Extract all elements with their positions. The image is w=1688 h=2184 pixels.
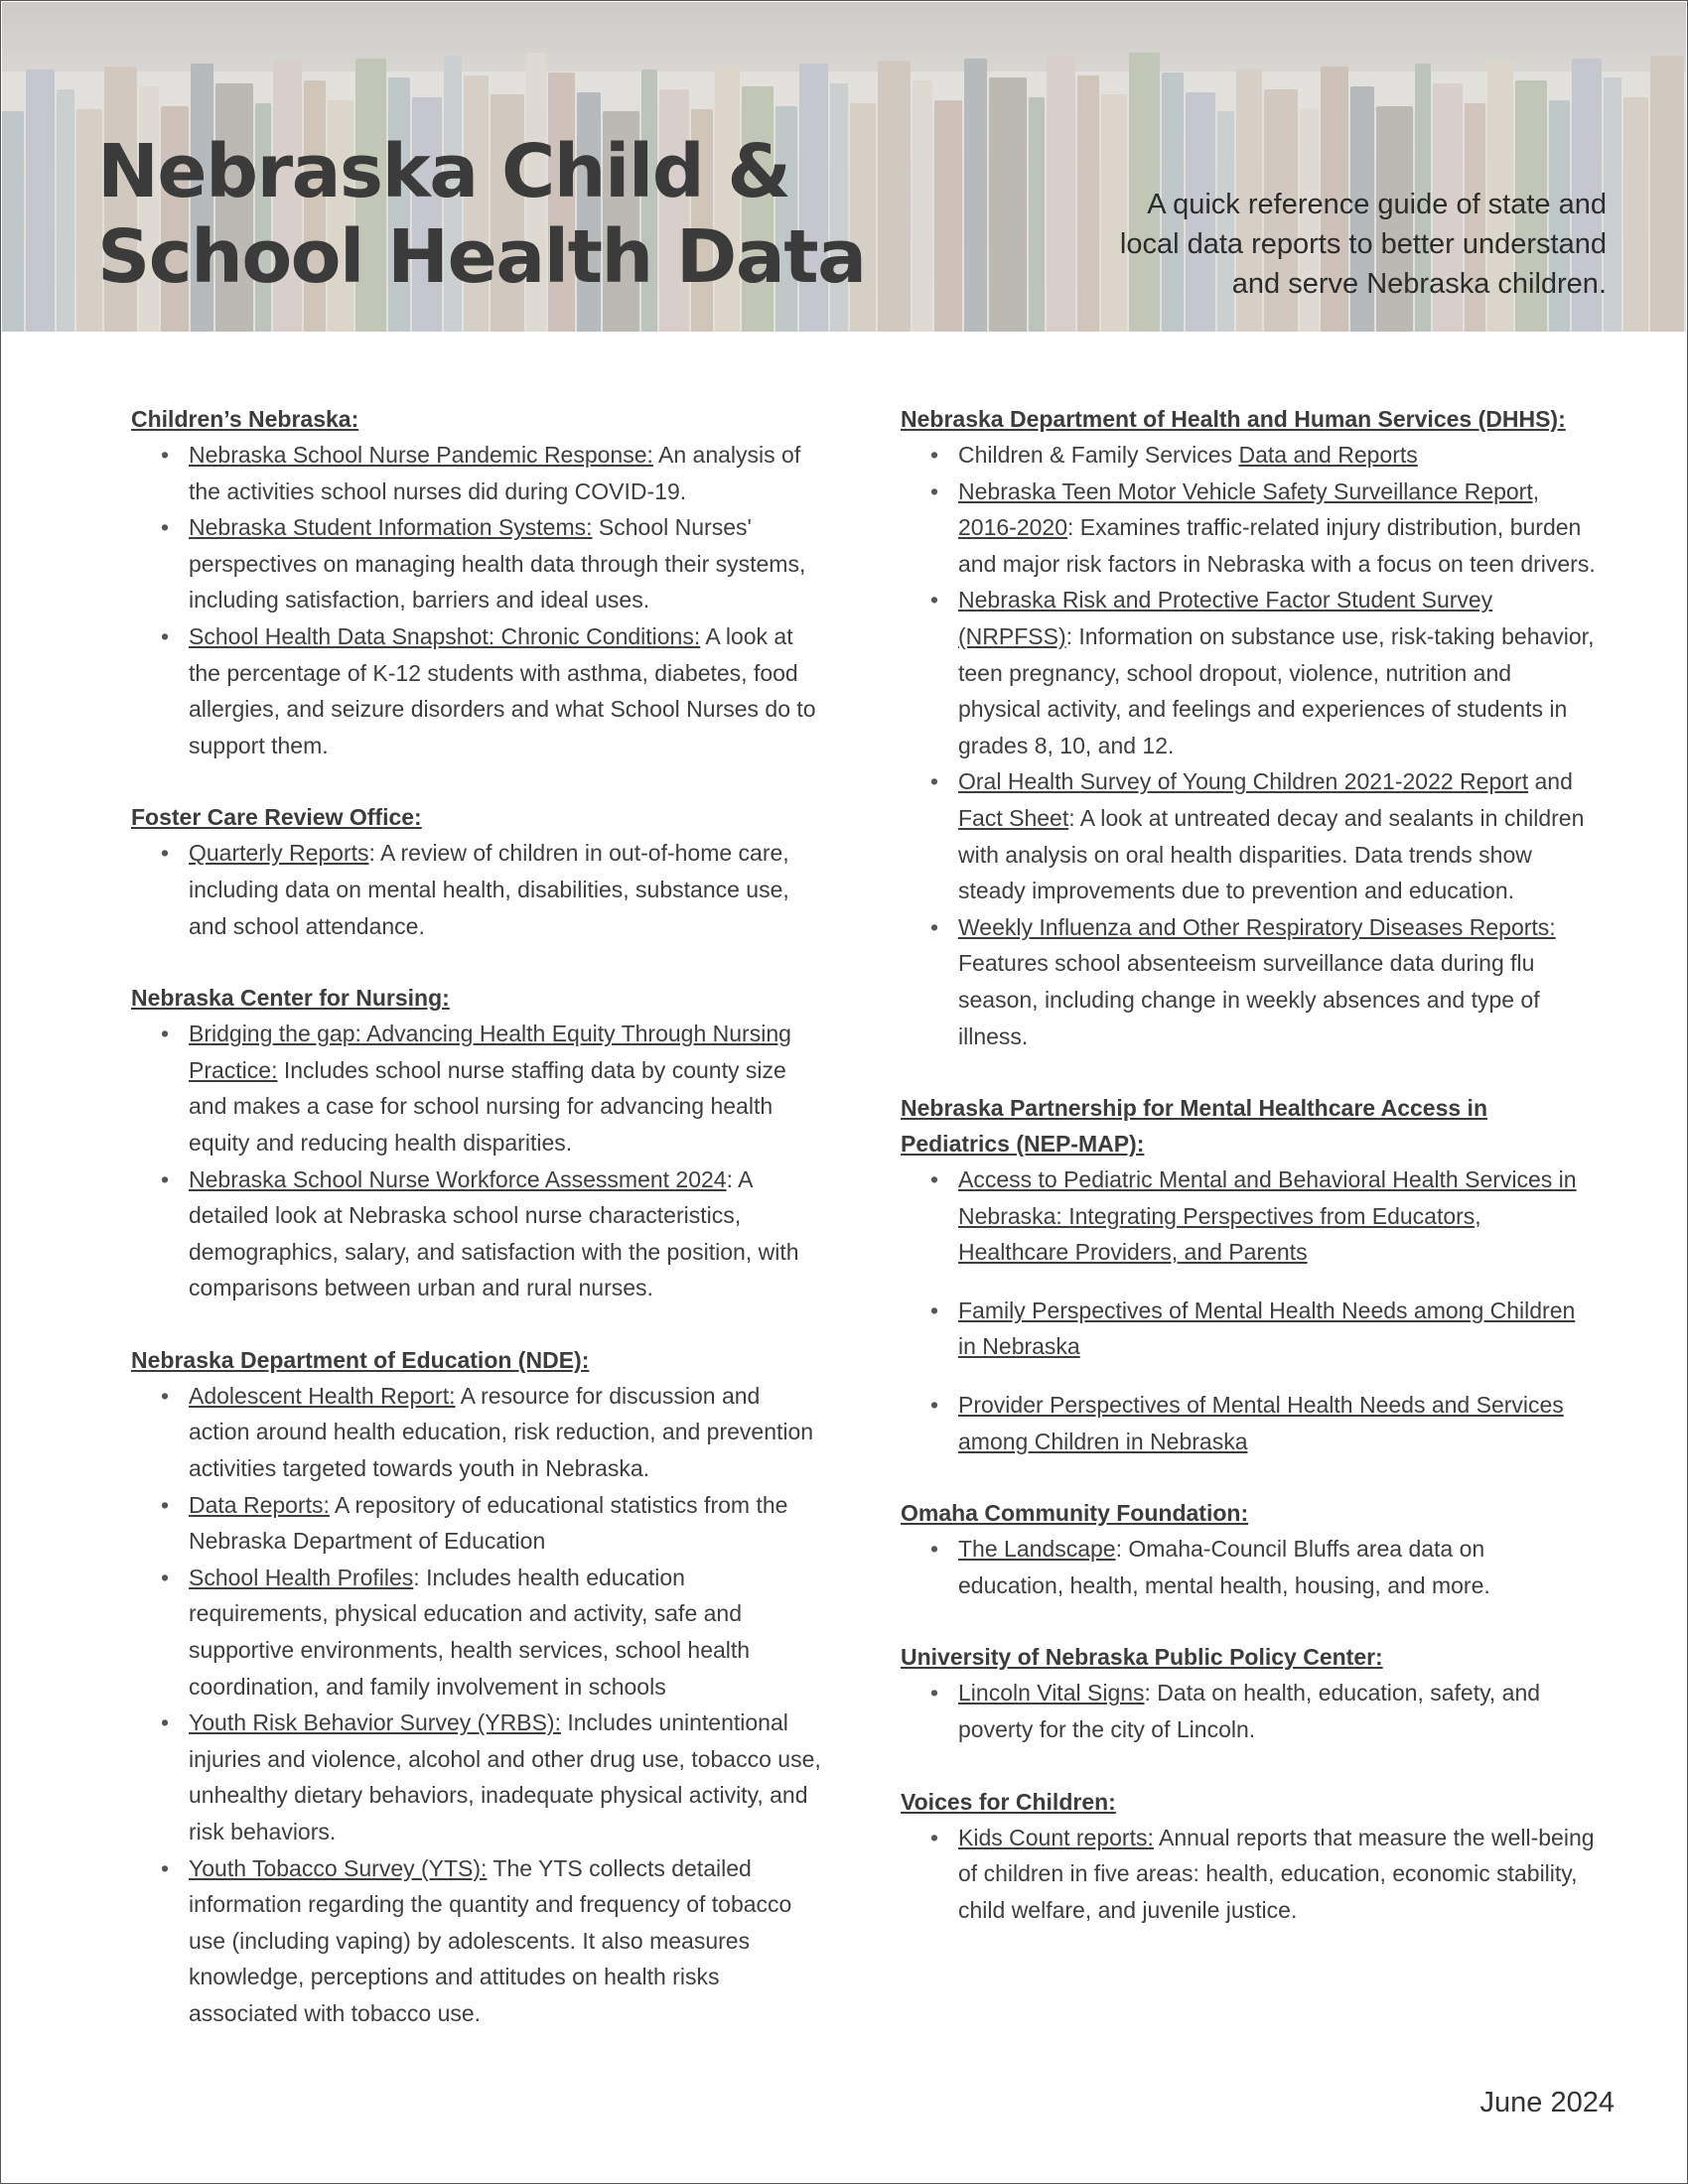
resource-link[interactable]: Youth Risk Behavior Survey (YRBS): — [189, 1709, 561, 1736]
org-heading: Nebraska Department of Education (NDE): — [131, 1346, 590, 1373]
tagline-line-2: local data reports to better understand — [1119, 228, 1607, 260]
resource-item — [958, 1531, 1596, 1603]
resource-link[interactable]: Nebraska Student Information Systems: — [189, 514, 593, 541]
resource-description: : Examines traffic-related injury distribution, burden and major risk factors in Nebraska with a focus on teen drivers. — [958, 514, 1596, 577]
header-banner — [2, 2, 1686, 332]
resource-link[interactable]: Data Reports: — [189, 1491, 330, 1518]
resource-item — [958, 474, 1596, 583]
resource-item — [958, 763, 1596, 908]
resource-list — [131, 1016, 826, 1306]
tagline — [971, 185, 1607, 304]
org-heading: Nebraska Center for Nursing: — [131, 985, 450, 1012]
resource-item — [958, 909, 1596, 1054]
resource-description: : Omaha-Council Bluffs area data on education, health, mental health, housing, and more. — [958, 1536, 1490, 1598]
resource-link[interactable]: Family Perspectives of Mental Health Needs among Children in Nebraska — [958, 1297, 1576, 1360]
resource-description: Includes school nurse staffing data by county size and makes a case for school nursing for advancing health equity and reducing health disparities. — [189, 1056, 786, 1156]
resource-description: : A detailed look at Nebraska school nurse characteristics, demographics, salary, and satisfaction with the position, with comparisons between urban and rural nurses. — [189, 1165, 799, 1301]
org-heading-voices: Voices for Children: — [901, 1788, 1116, 1815]
resource-description: Children & Family Services — [958, 442, 1239, 468]
resource-description: : Includes health education requirements, physical education and activity, safe and supportive environments, health services, school health coordination, and family involvement in schools — [189, 1564, 751, 1700]
resource-link[interactable]: Lincoln Vital Signs — [958, 1680, 1145, 1706]
resource-item — [189, 835, 826, 944]
org-heading-dhhs: Nebraska Department of Health and Human Services (DHHS): — [901, 406, 1566, 432]
resource-link[interactable]: School Health Data Snapshot: Chronic Conditions: — [189, 622, 701, 649]
resource-description: Includes unintentional injuries and violence, alcohol and other drug use, tobacco use, unhealthy dietary behaviors, inadequate physical activity, and risk behaviors. — [189, 1709, 821, 1844]
tagline-line-1: A quick reference guide of state and — [1147, 189, 1607, 220]
resource-link[interactable]: Weekly Influenza and Other Respiratory Diseases Reports: — [958, 913, 1556, 940]
org-heading-nepmap: Nebraska Partnership for Mental Healthcare Access in Pediatrics (NEP-MAP): — [901, 1095, 1487, 1158]
resource-item — [189, 1378, 826, 1487]
resource-list — [901, 437, 1596, 1054]
resource-item — [958, 1675, 1596, 1747]
resource-item — [189, 1560, 826, 1705]
resource-item — [958, 582, 1596, 763]
resource-item — [189, 618, 826, 763]
resource-link[interactable]: Data and Reports — [1238, 442, 1418, 468]
resource-link[interactable]: Adolescent Health Report: — [189, 1382, 456, 1409]
resource-item — [189, 1161, 826, 1306]
page-title — [97, 129, 866, 300]
resource-description: An analysis of the activities school nurses did during COVID-19. — [189, 442, 801, 504]
resource-description: Features school absenteeism surveillance data during flu season, including change in weekly absences and type of illness. — [958, 950, 1540, 1049]
resource-item — [189, 509, 826, 618]
resource-list — [131, 437, 826, 763]
resource-description: The YTS collects detailed information regarding the quantity and frequency of tobacco use (including vaping) by adolescents. It also measures knowledge, perceptions and attitudes on health risks associated with tobacco use. — [189, 1854, 792, 2026]
resource-item — [958, 1820, 1596, 1929]
resource-item — [189, 1487, 826, 1560]
resource-description: A look at the percentage of K-12 students with asthma, diabetes, food allergies, and seizure disorders and what School Nurses do to support them. — [189, 622, 816, 758]
resource-description: A resource for discussion and action around health education, risk reduction, and prevention activities targeted towards youth in Nebraska. — [189, 1382, 814, 1482]
org-heading-omaha: Omaha Community Foundation: — [901, 1500, 1249, 1527]
resource-link[interactable]: Nebraska Risk and Protective Factor Student Survey (NRPFSS) — [958, 587, 1493, 649]
resource-link[interactable]: Access to Pediatric Mental and Behavioral Health Services in Nebraska: Integrating Perspectives from Educators, Healthcare Providers, and Parents — [958, 1166, 1577, 1266]
resource-link[interactable]: Oral Health Survey of Young Children 2021-2022 Report — [958, 768, 1529, 795]
resource-item — [189, 1850, 826, 2032]
resource-item — [958, 1161, 1596, 1271]
resource-description: : A review of children in out-of-home care, including data on mental health, disabilities, substance use, and school attendance. — [189, 840, 789, 939]
resource-list — [901, 1161, 1596, 1459]
resource-description: : Information on substance use, risk-taking behavior, teen pregnancy, school dropout, violence, nutrition and physical activity, and feelings and experiences of students in grades 8, 10, and 12. — [958, 622, 1595, 758]
tagline-line-3: and serve Nebraska children. — [1231, 268, 1607, 300]
resource-link[interactable]: Fact Sheet — [958, 804, 1069, 831]
resource-item — [189, 1016, 826, 1160]
org-heading-unl: University of Nebraska Public Policy Center: — [901, 1644, 1383, 1671]
resource-link[interactable]: Bridging the gap: Advancing Health Equity Through Nursing Practice: — [189, 1021, 791, 1083]
resource-list — [901, 1531, 1596, 1603]
resource-item — [189, 437, 826, 509]
resource-item — [958, 1293, 1596, 1365]
resource-link[interactable]: Youth Tobacco Survey (YTS): — [189, 1854, 488, 1881]
page-title-line-2: School Health Data — [97, 214, 866, 300]
left-column — [131, 401, 826, 2032]
org-heading: Children’s Nebraska: — [131, 406, 359, 432]
resource-description: School Nurses' perspectives on managing health data through their systems, including satisfaction, barriers and ideal uses. — [189, 514, 806, 614]
page-title-line-1: Nebraska Child & — [97, 129, 790, 214]
org-heading: Foster Care Review Office: — [131, 804, 422, 831]
resource-list — [131, 1378, 826, 2032]
resource-link[interactable]: Provider Perspectives of Mental Health Needs and Services among Children in Nebraska — [958, 1392, 1564, 1454]
resource-item — [189, 1705, 826, 1849]
resource-description: : Data on health, education, safety, and poverty for the city of Lincoln. — [958, 1680, 1541, 1743]
resource-connector: and — [1528, 768, 1573, 795]
resource-link[interactable]: Quarterly Reports — [189, 840, 369, 867]
resource-item — [958, 1387, 1596, 1459]
resource-list — [901, 1820, 1596, 1929]
resource-link[interactable]: Nebraska School Nurse Workforce Assessment 2024 — [189, 1165, 727, 1192]
resource-link[interactable]: Kids Count reports: — [958, 1824, 1154, 1850]
resource-description: A repository of educational statistics from the Nebraska Department of Education — [189, 1491, 788, 1555]
publication-date: June 2024 — [1479, 2087, 1615, 2118]
resource-link[interactable]: Nebraska School Nurse Pandemic Response: — [189, 442, 653, 468]
resource-item — [958, 437, 1596, 474]
resource-list — [131, 835, 826, 944]
resource-link[interactable]: The Landscape — [958, 1536, 1116, 1563]
resource-list — [901, 1675, 1596, 1747]
resource-link[interactable]: Nebraska Teen Motor Vehicle Safety Surveillance Report, 2016-2020 — [958, 478, 1540, 541]
resource-description: : A look at untreated decay and sealants in children with analysis on oral health disparities. Data trends show steady improvements due to prevention and education. — [958, 804, 1585, 904]
resource-description: Annual reports that measure the well-being of children in five areas: health, education, economic stability, child welfare, and juvenile justice. — [958, 1824, 1595, 1923]
right-column — [901, 401, 1596, 1928]
resource-link[interactable]: School Health Profiles — [189, 1564, 414, 1590]
